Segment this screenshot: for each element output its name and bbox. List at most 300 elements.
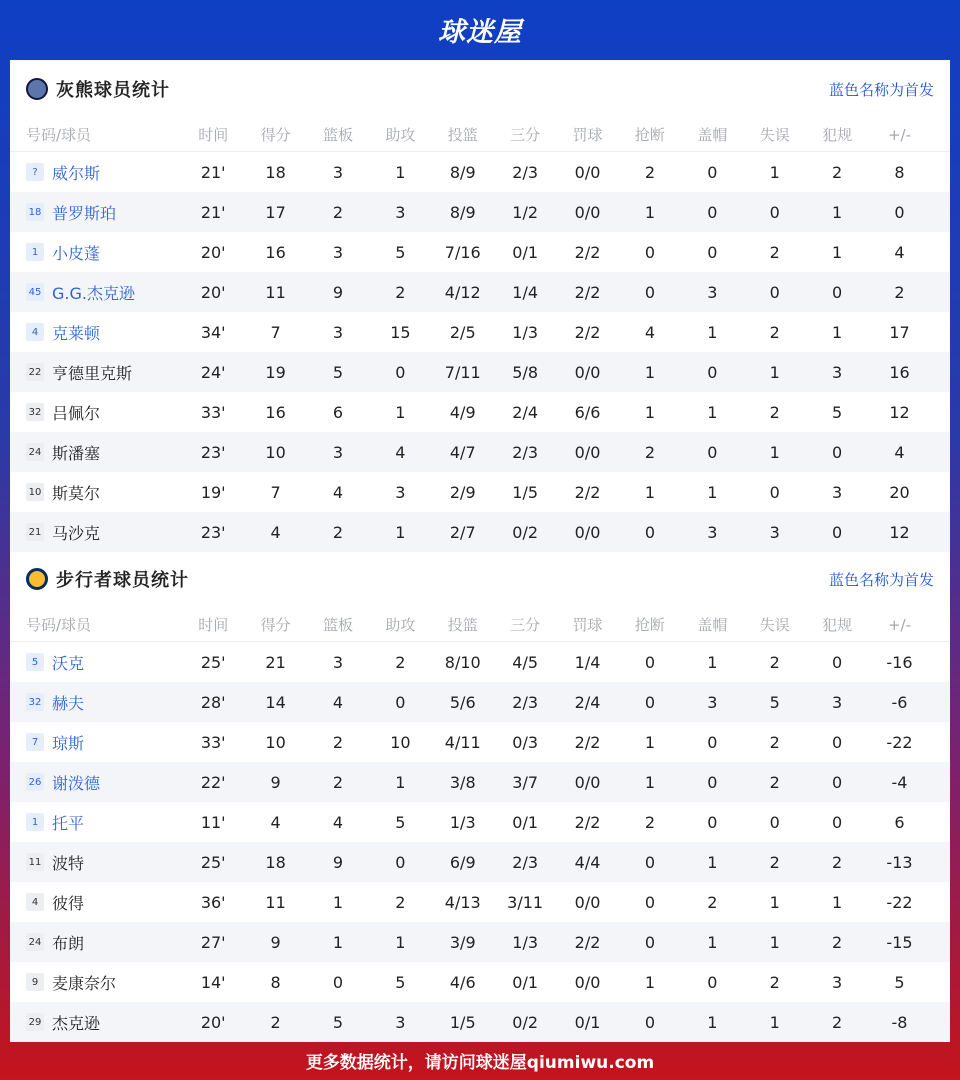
player-name[interactable]: 威尔斯 (52, 163, 101, 183)
player-cell (10, 691, 182, 714)
stat-cell: 4 (332, 482, 344, 502)
stat-cell: 9 (332, 282, 344, 302)
stat-cell: 3/9 (449, 932, 476, 952)
stat-cell: 21' (200, 162, 226, 182)
stat-cell: 5 (332, 1012, 344, 1032)
stat-cell: 3 (395, 202, 406, 222)
player-cell (10, 241, 182, 264)
stat-cell: 1 (707, 482, 718, 502)
stat-cell: 1 (707, 402, 718, 422)
stat-cell: 0 (644, 892, 656, 912)
column-header-row (10, 608, 950, 642)
player-row[interactable] (10, 152, 950, 192)
stat-cell: 7/16 (444, 242, 481, 262)
col-header: 三分 (510, 616, 541, 634)
player-name: 杰克逊 (52, 1013, 101, 1033)
jersey-number: 11 (26, 853, 44, 871)
stat-cell: 0/2 (512, 1012, 539, 1032)
stat-cell: 2/4 (512, 402, 539, 422)
stat-cell: 3 (832, 972, 843, 992)
stat-cell: 2 (644, 812, 656, 832)
stat-cell: 3 (395, 482, 406, 502)
stat-cell: 0 (832, 652, 843, 672)
stat-cell: 2 (832, 852, 843, 872)
stat-cell: 2/7 (449, 522, 476, 542)
stat-cell: 0 (707, 772, 718, 792)
stat-cell: 6 (332, 402, 344, 422)
stat-cell: 3 (769, 522, 780, 542)
player-row[interactable] (10, 312, 950, 352)
team-section-pacers (10, 550, 950, 1042)
col-header: 三分 (510, 126, 541, 144)
stat-cell: 4/12 (444, 282, 481, 302)
stat-cell: 5 (332, 362, 344, 382)
stat-cell: 9 (270, 772, 281, 792)
stat-cell: 27' (200, 932, 226, 952)
player-cell (10, 441, 182, 464)
stat-cell: 0/0 (574, 522, 601, 542)
stat-cell: 1 (832, 892, 843, 912)
jersey-number: 24 (26, 933, 44, 951)
player-cell (10, 481, 182, 504)
stat-cell: 1 (769, 442, 780, 462)
jersey-number: 32 (26, 693, 44, 711)
stat-cell: 2 (832, 1012, 843, 1032)
stat-cell: 2 (769, 852, 780, 872)
player-row[interactable] (10, 722, 950, 762)
stat-cell: 2 (395, 892, 406, 912)
stat-cell: 1 (644, 402, 656, 422)
stat-cell: 3 (395, 1012, 406, 1032)
player-cell (10, 521, 182, 544)
stat-cell: 1 (644, 362, 656, 382)
stat-cell: 4/11 (444, 732, 481, 752)
stat-cell: 2 (707, 892, 718, 912)
col-header: 得分 (260, 616, 291, 634)
player-row[interactable] (10, 882, 950, 922)
stat-cell: 1 (769, 1012, 780, 1032)
stat-cell: 2 (644, 162, 656, 182)
stat-cell: -6 (891, 692, 908, 712)
stat-cell: 0 (832, 732, 843, 752)
stat-cell: 4/13 (444, 892, 481, 912)
stat-cell: 2/3 (512, 692, 539, 712)
jersey-number: 22 (26, 363, 44, 381)
stat-cell: 5/8 (512, 362, 539, 382)
stat-cell: 9 (332, 852, 344, 872)
stat-cell: 1 (707, 1012, 718, 1032)
stat-cell: 2 (332, 772, 344, 792)
stat-cell: 0 (832, 282, 843, 302)
stat-cell: 20' (200, 1012, 226, 1032)
stat-cell: 0 (332, 972, 344, 992)
player-row[interactable] (10, 842, 950, 882)
stat-cell: 3 (332, 162, 344, 182)
stat-cell: 0 (707, 162, 718, 182)
stat-cell: 1 (769, 932, 780, 952)
stat-cell: 0/3 (512, 732, 539, 752)
player-name[interactable]: G.G.杰克逊 (52, 283, 135, 303)
player-name[interactable]: 沃克 (52, 653, 85, 673)
stat-cell: 2/3 (512, 852, 539, 872)
stat-cell: 3 (832, 692, 843, 712)
stat-cell: 5 (769, 692, 780, 712)
player-row[interactable] (10, 272, 950, 312)
stat-cell: 2 (644, 442, 656, 462)
col-header: 助攻 (385, 616, 416, 634)
starter-legend-note: 蓝色名称为首发 (828, 80, 934, 99)
player-cell (10, 281, 182, 304)
stat-cell: 22' (200, 772, 226, 792)
stat-cell: 17 (889, 322, 910, 342)
stat-cell: 4 (894, 242, 905, 262)
player-name: 斯莫尔 (52, 483, 101, 503)
section-title-group (26, 566, 189, 592)
player-cell (10, 891, 182, 914)
player-cell (10, 931, 182, 954)
stat-cell: 3 (707, 522, 718, 542)
stat-cell: 2 (832, 162, 843, 182)
col-header: +/- (887, 615, 912, 634)
stat-cell: 8/9 (449, 162, 476, 182)
stat-cell: 0 (894, 202, 905, 222)
stat-cell: 23' (200, 522, 226, 542)
player-name[interactable]: 赫夫 (52, 693, 85, 713)
stat-cell: 0/0 (574, 442, 601, 462)
stat-cell: 1 (395, 522, 406, 542)
col-header: 失误 (759, 616, 790, 634)
col-header: 抢断 (634, 616, 665, 634)
stat-cell: 0 (644, 242, 656, 262)
stat-cell: 5 (395, 972, 406, 992)
stat-cell: 4 (332, 812, 344, 832)
stat-cell: 5/6 (449, 692, 476, 712)
stat-cell: 16 (265, 242, 286, 262)
player-row[interactable] (10, 682, 950, 722)
player-name: 麦康奈尔 (52, 973, 117, 993)
stat-cell: 2 (395, 282, 406, 302)
jersey-number: 18 (26, 203, 44, 221)
stat-cell: 2/2 (574, 812, 601, 832)
player-name[interactable]: 普罗斯珀 (52, 203, 117, 223)
stat-cell: 2/2 (574, 932, 601, 952)
stat-cell: -8 (891, 1012, 908, 1032)
stat-cell: 0/0 (574, 362, 601, 382)
stat-cell: 1 (832, 242, 843, 262)
stat-cell: 1 (707, 322, 718, 342)
stat-cell: 0 (707, 812, 718, 832)
col-header: +/- (887, 125, 912, 144)
col-header: 盖帽 (697, 126, 728, 144)
stat-cell: 2 (769, 402, 780, 422)
player-name: 亨德里克斯 (52, 363, 133, 383)
jersey-number: 7 (26, 733, 44, 751)
starter-legend-note: 蓝色名称为首发 (828, 570, 934, 589)
stat-cell: 1 (769, 362, 780, 382)
stat-cell: 1 (395, 162, 406, 182)
col-header-player: 号码/球员 (26, 616, 92, 634)
col-header: 罚球 (572, 126, 603, 144)
stat-cell: 21' (200, 202, 226, 222)
stat-cell: 0 (707, 202, 718, 222)
stat-cell: 1 (395, 932, 406, 952)
section-header (10, 550, 950, 608)
stat-cell: 1 (332, 892, 344, 912)
player-cell (10, 851, 182, 874)
player-name[interactable]: 托平 (52, 813, 85, 833)
footer-link[interactable]: 更多数据统计，请访问球迷屋qiumiwu.com (305, 1052, 655, 1073)
stat-cell: 33' (200, 732, 226, 752)
col-header: 时间 (198, 616, 229, 634)
player-name[interactable]: 克莱顿 (52, 323, 101, 343)
stat-cell: 0 (395, 692, 406, 712)
stat-cell: 20 (889, 482, 910, 502)
stat-cell: 12 (889, 522, 910, 542)
jersey-number: 1 (26, 243, 44, 261)
player-row[interactable] (10, 192, 950, 232)
player-row[interactable] (10, 1002, 950, 1042)
stat-cell: 2 (894, 282, 905, 302)
stat-cell: 2/2 (574, 322, 601, 342)
stat-cell: 2 (395, 652, 406, 672)
col-header: 盖帽 (697, 616, 728, 634)
player-row[interactable] (10, 392, 950, 432)
stat-cell: 5 (894, 972, 905, 992)
player-cell (10, 361, 182, 384)
jersey-number: 4 (26, 893, 44, 911)
stat-cell: 2/2 (574, 732, 601, 752)
stat-cell: 1 (644, 972, 656, 992)
player-cell (10, 771, 182, 794)
player-name[interactable]: 小皮蓬 (52, 243, 101, 263)
col-header: 失误 (759, 126, 790, 144)
stat-cell: 23' (200, 442, 226, 462)
stat-cell: 2 (332, 522, 344, 542)
stats-panel (10, 60, 950, 1040)
stat-cell: 0 (707, 972, 718, 992)
stat-cell: 11 (265, 282, 286, 302)
stat-cell: 0/1 (574, 1012, 601, 1032)
stat-cell: 4 (270, 812, 281, 832)
team-logo-icon (26, 568, 48, 590)
stat-cell: 6 (894, 812, 905, 832)
jersey-number: 5 (26, 653, 44, 671)
stat-cell: 3 (707, 692, 718, 712)
stat-cell: 0 (707, 732, 718, 752)
stat-cell: 0 (769, 282, 780, 302)
stat-cell: 25' (200, 852, 226, 872)
stat-cell: 34' (200, 322, 226, 342)
stat-cell: 0 (644, 852, 656, 872)
stat-cell: 3/7 (512, 772, 539, 792)
jersey-number: ? (26, 163, 44, 181)
stat-cell: 0 (832, 812, 843, 832)
stat-cell: 2 (769, 322, 780, 342)
stat-cell: 1/5 (512, 482, 539, 502)
section-title-group (26, 76, 170, 102)
col-header: 投篮 (447, 126, 478, 144)
stat-cell: 0/1 (512, 812, 539, 832)
stat-cell: 0/0 (574, 892, 601, 912)
stat-cell: 16 (265, 402, 286, 422)
stat-cell: 1 (332, 932, 344, 952)
stat-cell: 2/2 (574, 282, 601, 302)
player-row[interactable] (10, 432, 950, 472)
player-name: 波特 (52, 853, 85, 873)
team-section-grizzlies (10, 60, 950, 552)
player-cell (10, 161, 182, 184)
stat-cell: 20' (200, 242, 226, 262)
stat-cell: -16 (886, 652, 913, 672)
stat-cell: 19' (200, 482, 226, 502)
stat-cell: 1 (644, 202, 656, 222)
stat-cell: 1 (832, 202, 843, 222)
stat-cell: 1 (395, 772, 406, 792)
team-logo-icon (26, 78, 48, 100)
stat-cell: 3 (332, 322, 344, 342)
player-name: 布朗 (52, 933, 85, 953)
section-title: 步行者球员统计 (56, 570, 189, 591)
stat-cell: 1 (707, 652, 718, 672)
stat-cell: 4/4 (574, 852, 601, 872)
stat-cell: 15 (390, 322, 411, 342)
stat-cell: 0 (707, 242, 718, 262)
player-row[interactable] (10, 762, 950, 802)
stat-cell: 9 (270, 932, 281, 952)
stat-cell: 2 (769, 242, 780, 262)
stat-cell: 1 (644, 482, 656, 502)
player-cell (10, 651, 182, 674)
jersey-number: 10 (26, 483, 44, 501)
player-row[interactable] (10, 352, 950, 392)
stat-cell: 18 (265, 852, 286, 872)
stat-cell: 14 (265, 692, 286, 712)
stat-cell: 4 (395, 442, 406, 462)
stat-cell: -22 (886, 732, 913, 752)
stat-cell: 2/3 (512, 162, 539, 182)
player-cell (10, 1011, 182, 1034)
stat-cell: 33' (200, 402, 226, 422)
stat-cell: 0/1 (512, 972, 539, 992)
player-name[interactable]: 琼斯 (52, 733, 85, 753)
jersey-number: 29 (26, 1013, 44, 1031)
player-row[interactable] (10, 232, 950, 272)
stat-cell: 1/3 (512, 322, 539, 342)
stat-cell: 4/9 (449, 402, 476, 422)
stat-cell: 2 (332, 732, 344, 752)
col-header: 篮板 (322, 126, 353, 144)
stat-cell: 17 (265, 202, 286, 222)
stat-cell: 4 (644, 322, 656, 342)
jersey-number: 26 (26, 773, 44, 791)
col-header: 得分 (260, 126, 291, 144)
player-name[interactable]: 谢泼德 (52, 773, 101, 793)
stat-cell: 8/10 (444, 652, 481, 672)
stat-cell: 1 (644, 772, 656, 792)
stat-cell: -4 (891, 772, 908, 792)
stat-cell: 2 (769, 732, 780, 752)
stat-cell: 0 (707, 442, 718, 462)
section-header (10, 60, 950, 118)
stat-cell: 1 (395, 402, 406, 422)
stat-cell: 3/8 (449, 772, 476, 792)
section-title: 灰熊球员统计 (56, 80, 170, 101)
stat-cell: 2 (769, 772, 780, 792)
stat-cell: 21 (265, 652, 286, 672)
stat-cell: 7/11 (444, 362, 481, 382)
col-header: 抢断 (634, 126, 665, 144)
stat-cell: 0 (832, 442, 843, 462)
stat-cell: 0 (395, 852, 406, 872)
stat-cell: 0 (644, 522, 656, 542)
stat-cell: 16 (889, 362, 910, 382)
stat-cell: 19 (265, 362, 286, 382)
stat-cell: 1 (644, 732, 656, 752)
stat-cell: 5 (395, 812, 406, 832)
stat-cell: -22 (886, 892, 913, 912)
player-row[interactable] (10, 802, 950, 842)
stat-cell: 8 (894, 162, 905, 182)
stat-cell: 3 (707, 282, 718, 302)
stat-cell: 4 (894, 442, 905, 462)
stat-cell: 2 (270, 1012, 281, 1032)
stat-cell: 20' (200, 282, 226, 302)
stat-cell: 0 (644, 652, 656, 672)
col-header-player: 号码/球员 (26, 126, 92, 144)
stat-cell: 2/2 (574, 482, 601, 502)
col-header: 篮板 (322, 616, 353, 634)
stat-cell: 0 (832, 772, 843, 792)
stat-cell: 2/2 (574, 242, 601, 262)
stat-cell: 1/3 (512, 932, 539, 952)
stat-cell: 10 (265, 442, 286, 462)
stat-cell: 1 (707, 852, 718, 872)
jersey-number: 24 (26, 443, 44, 461)
stat-cell: 4/7 (449, 442, 476, 462)
player-row[interactable] (10, 512, 950, 552)
stat-cell: 3/11 (507, 892, 544, 912)
stat-cell: 7 (270, 322, 281, 342)
player-row[interactable] (10, 922, 950, 962)
player-row[interactable] (10, 642, 950, 682)
jersey-number: 32 (26, 403, 44, 421)
stat-cell: 2/4 (574, 692, 601, 712)
stat-cell: 2 (332, 202, 344, 222)
player-row[interactable] (10, 472, 950, 512)
player-name: 吕佩尔 (52, 403, 101, 423)
jersey-number: 45 (26, 283, 44, 301)
player-cell (10, 971, 182, 994)
stat-cell: 1 (769, 892, 780, 912)
stat-cell: 24' (200, 362, 226, 382)
stat-cell: 5 (832, 402, 843, 422)
stat-cell: 0 (769, 482, 780, 502)
stat-cell: 12 (889, 402, 910, 422)
stat-cell: 4 (332, 692, 344, 712)
stat-cell: 14' (200, 972, 226, 992)
stat-cell: 1/2 (512, 202, 539, 222)
player-cell (10, 201, 182, 224)
stat-cell: 1/5 (449, 1012, 476, 1032)
col-header: 罚球 (572, 616, 603, 634)
player-row[interactable] (10, 962, 950, 1002)
player-name: 斯潘塞 (52, 443, 101, 463)
stat-cell: 3 (332, 652, 344, 672)
stat-cell: 4/5 (512, 652, 539, 672)
stat-cell: 2 (769, 652, 780, 672)
stat-cell: 10 (390, 732, 411, 752)
col-header: 时间 (198, 126, 229, 144)
